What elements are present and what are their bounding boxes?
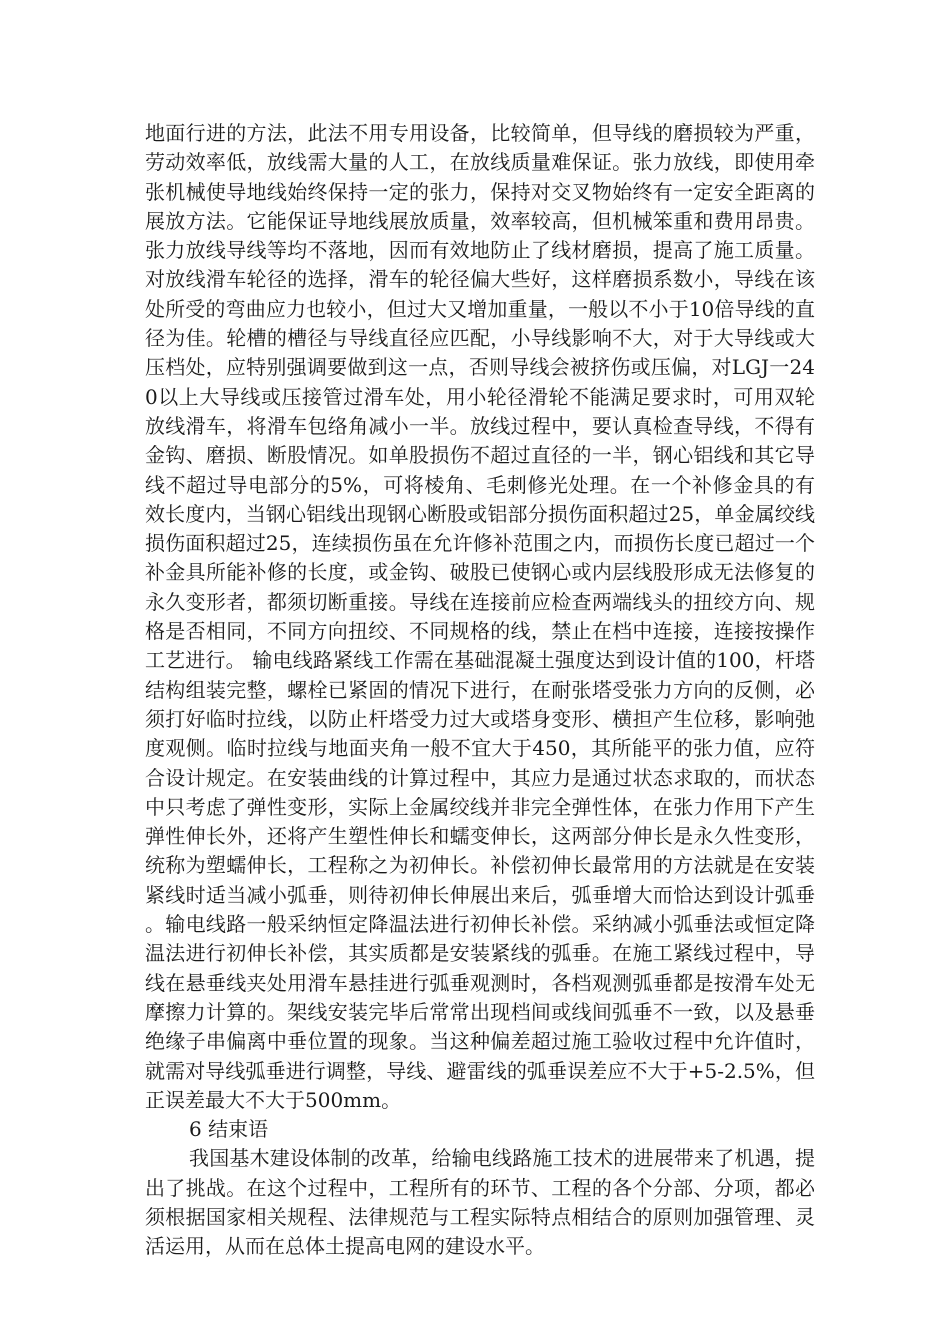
document-body	[145, 119, 815, 1262]
section-heading: 6 结束语	[189, 1117, 269, 1142]
body-paragraph: 地面行进的方法，此法不用专用设备，比较简单，但导线的磨损较为严重，劳动效率低，放线需大量的人工，在放线质量难保证。张力放线，即使用牵张机械使导地线始终保持一定的张力，保持对交叉物始终有一定安全距离的展放方法。它能保证导地线展放质量，效率较高，但机械笨重和费用昂贵。张力放线导线等均不落地，因而有效地防止了线材磨损，提高了施工质量。对放线滑车轮径的选择，滑车的轮径偏大些好，这样磨损系数小，导线在该处所受的弯曲应力也较小，但过大又增加重量，一般以不小于10倍导线的直径为佳。轮槽的槽径与导线直径应匹配，小导线影响不大，对于大导线或大压档处，应特别强调要做到这一点，否则导线会被挤伤或压偏，对LGJ一240以上大导线或压接管过滑车处，用小轮径滑轮不能满足要求时，可用双轮放线滑车，将滑车包络角减小一半。放线过程中，要认真检查导线，不得有金钩、磨损、断股情况。如单股损伤不超过直径的一半，钢心铝线和其它导线不超过导电部分的5%，可将棱角、毛刺修光处理。在一个补修金具的有效长度内，当钢心铝线出现钢心断股或铝部分损伤面积超过25，单金属绞线损伤面积超过25，连续损伤虽在允许修补范围之内，而损伤长度已超过一个补金具所能补修的长度，或金钩、破股已使钢心或内层线股形成无法修复的永久变形者，都须切断重接。导线在连接前应检查两端线头的扭绞方向、规格是否相同，不同方向扭绞、不同规格的线，禁止在档中连接，连接按操作工艺进行。 输电线路紧线工作需在基础混凝土强度达到设计值的100，杆塔结构组装完整，螺栓已紧固的情况下进行，在耐张塔受张力方向的反侧，必须打好临时拉线，以防止杆塔受力过大或塔身变形、横担产生位移，影响弛度观侧。临时拉线与地面夹角一般不宜大于450，其所能平的张力值，应符合设计规定。在安装曲线的计算过程中，其应力是通过状态求取的，而状态中只考虑了弹性变形，实际上金属绞线并非完全弹性体，在张力作用下产生弹性伸长外，还将产生塑性伸长和蠕变伸长，这两部分伸长是永久性变形，统称为塑蠕伸长，工程称之为初伸长。补偿初伸长最常用的方法就是在安装紧线时适当减小弧垂，则待初伸长伸展出来后，弧垂增大而恰达到设计弧垂。输电线路一般采纳恒定降温法进行初伸长补偿。采纳减小弧垂法或恒定降温法进行初伸长补偿，其实质都是安装紧线的弧垂。在施工紧线过程中，导线在悬垂线夹处用滑车悬挂进行弧垂观测时，各档观测弧垂都是按滑车处无摩擦力计算的。架线安装完毕后常常出现档间或线间弧垂不一致，以及悬垂绝缘子串偏离中垂位置的现象。当这种偏差超过施工验收过程中允许值时，就需对导线弧垂进行调整，导线、避雷线的弧垂误差应不大于+5-2.5%，但正误差最大不大于500mm。	[145, 121, 815, 1112]
conclusion-paragraph: 我国基木建设体制的改革，给输电线路施工技术的进展带来了机遇，提出了挑战。在这个过程中，工程所有的环节、工程的各个分部、分项，都必须根据国家相关规程、法律规范与工程实际特点相结合的原则加强管理、灵活运用，从而在总体土提高电网的建设水平。	[145, 1146, 815, 1259]
